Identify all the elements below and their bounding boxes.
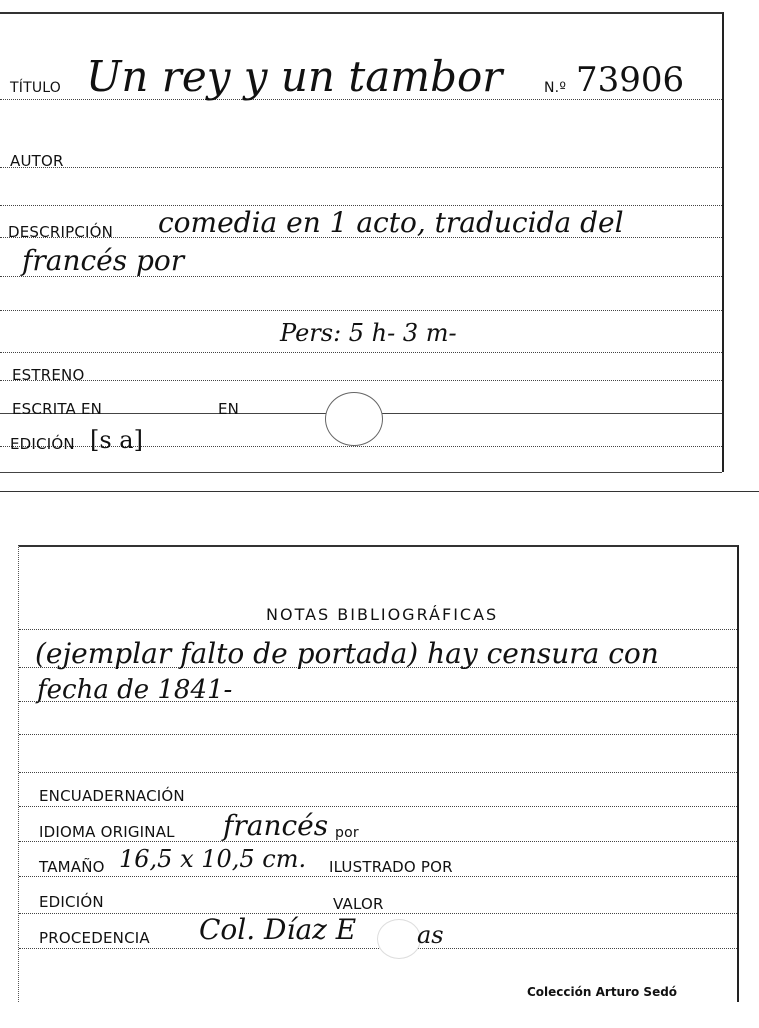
idioma-label: IDIOMA ORIGINAL bbox=[39, 823, 175, 841]
blank-line-2 bbox=[0, 310, 722, 311]
notas-line-4 bbox=[19, 734, 737, 735]
procedencia-line bbox=[19, 948, 737, 949]
autor-line bbox=[0, 167, 722, 168]
edicion-label: EDICIÓN bbox=[10, 435, 75, 453]
numero-label: N.º bbox=[544, 80, 567, 96]
tamano-line bbox=[19, 876, 737, 877]
catalog-card-back bbox=[18, 545, 739, 1002]
procedencia-value: Col. Díaz E bbox=[199, 913, 357, 946]
por-label: por bbox=[335, 825, 359, 841]
escrita-label: ESCRITA EN bbox=[12, 400, 103, 418]
descripcion-label: DESCRIPCIÓN bbox=[8, 223, 114, 241]
valor-label: VALOR bbox=[333, 895, 384, 913]
personajes-value: Pers: 5 h- 3 m- bbox=[280, 319, 457, 347]
coleccion-stamp: Colección Arturo Sedó bbox=[527, 985, 678, 999]
numero-value: 73906 bbox=[576, 60, 685, 100]
catalog-card-front bbox=[0, 12, 724, 472]
notas-line-1 bbox=[19, 629, 737, 630]
card-bottom-line bbox=[0, 472, 722, 473]
tamano-value: 16,5 x 10,5 cm. bbox=[119, 845, 307, 873]
autor-label: AUTOR bbox=[10, 152, 64, 170]
edicion-line-back bbox=[19, 913, 737, 914]
titulo-value: Un rey y un tambor bbox=[86, 52, 503, 101]
notas-value-1: (ejemplar falto de portada) hay censura con bbox=[35, 637, 659, 670]
descripcion-value-1: comedia en 1 acto, traducida del bbox=[158, 206, 624, 239]
edicion-value: [s a] bbox=[90, 426, 143, 454]
idioma-line bbox=[19, 841, 737, 842]
estreno-label: ESTRENO bbox=[12, 366, 85, 384]
descripcion-value-2: francés por bbox=[22, 244, 185, 277]
encuadernacion-label: ENCUADERNACIÓN bbox=[39, 787, 185, 805]
estreno-line bbox=[0, 380, 722, 381]
procedencia-label: PROCEDENCIA bbox=[39, 929, 150, 947]
personajes-line bbox=[0, 352, 722, 353]
ilustrado-label: ILUSTRADO POR bbox=[329, 858, 453, 876]
redaction-mark bbox=[325, 392, 383, 446]
idioma-value: francés bbox=[223, 809, 329, 842]
notas-title: NOTAS BIBLIOGRÁFICAS bbox=[266, 605, 499, 624]
encuadernacion-line bbox=[19, 806, 737, 807]
tamano-label: TAMAÑO bbox=[39, 858, 105, 876]
redaction-mark-2 bbox=[377, 919, 421, 959]
card-separator bbox=[0, 491, 759, 492]
en-label: EN bbox=[218, 400, 240, 418]
procedencia-tail: as bbox=[417, 921, 444, 949]
notas-value-2: fecha de 1841- bbox=[37, 675, 233, 705]
edicion-back-label: EDICIÓN bbox=[39, 893, 104, 911]
notas-line-5 bbox=[19, 772, 737, 773]
titulo-label: TÍTULO bbox=[10, 80, 61, 96]
